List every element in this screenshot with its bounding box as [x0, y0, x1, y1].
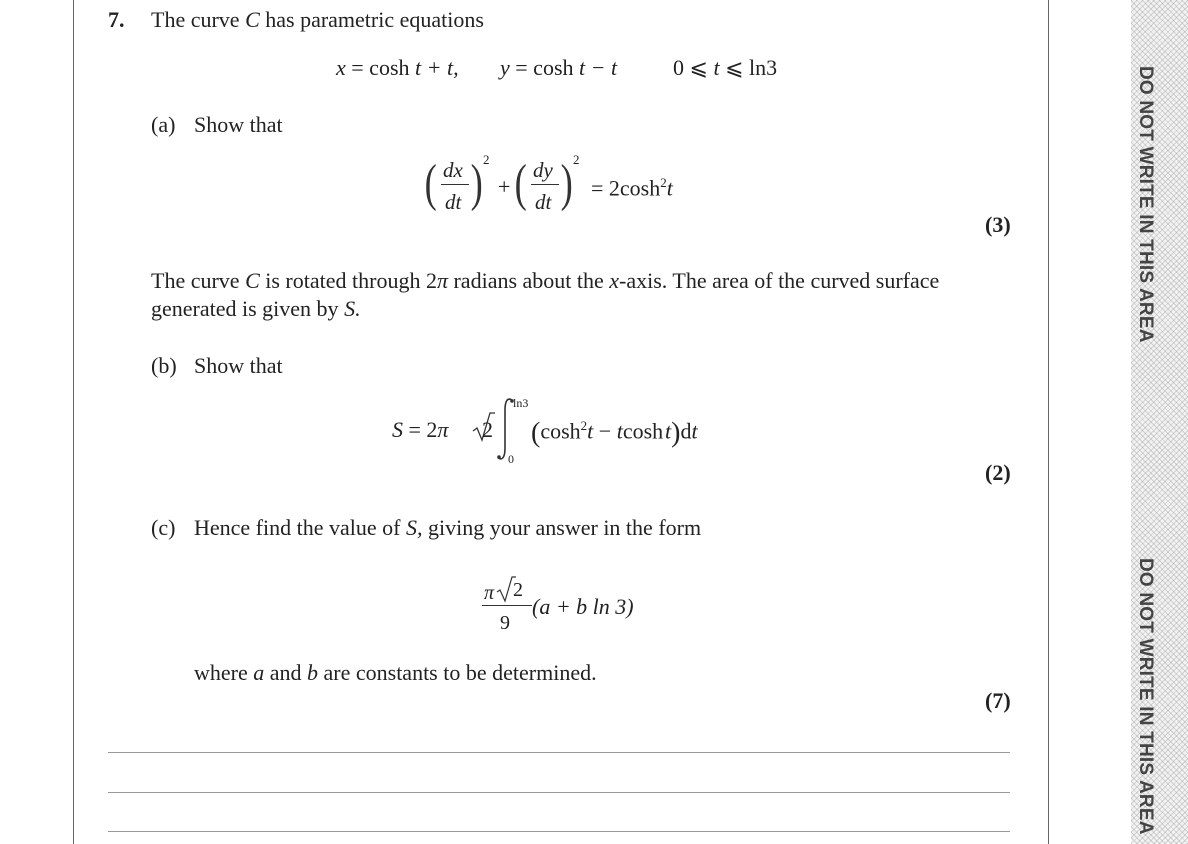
question-number: 7. — [108, 7, 125, 32]
part-c-text: Hence find the value of S, giving your answer in the form — [194, 515, 702, 540]
part-b-label: (b) — [151, 353, 177, 378]
rotation-line-1: The curve C is rotated through 2π radians about the x-axis. The area of the curved surface — [151, 268, 940, 293]
equation-x: x = cosh t + t, — [336, 55, 459, 80]
page-right-border — [1048, 0, 1049, 844]
margin-notice-top: DO NOT WRITE IN THIS AREA — [1135, 66, 1156, 343]
part-a-label: (a) — [151, 112, 176, 137]
answer-line[interactable] — [108, 752, 1010, 753]
part-a-text: Show that — [194, 112, 283, 137]
question-intro: The curve C has parametric equations — [151, 7, 484, 32]
margin-notice-bottom: DO NOT WRITE IN THIS AREA — [1135, 558, 1156, 835]
answer-line[interactable] — [108, 831, 1010, 832]
equation-range: 0 ⩽ t ⩽ ln3 — [673, 55, 778, 80]
answer-line[interactable] — [108, 792, 1010, 793]
part-c-marks: (7) — [985, 688, 1011, 713]
equation-y: y = cosh t − t — [500, 55, 618, 80]
part-c-where: where a and b are constants to be determined. — [194, 660, 597, 685]
part-a-marks: (3) — [985, 212, 1011, 237]
part-c-label: (c) — [151, 515, 176, 540]
part-b-text: Show that — [194, 353, 283, 378]
rotation-line-2: generated is given by S. — [151, 296, 361, 321]
part-b-marks: (2) — [985, 460, 1011, 485]
page-left-border — [73, 0, 74, 844]
